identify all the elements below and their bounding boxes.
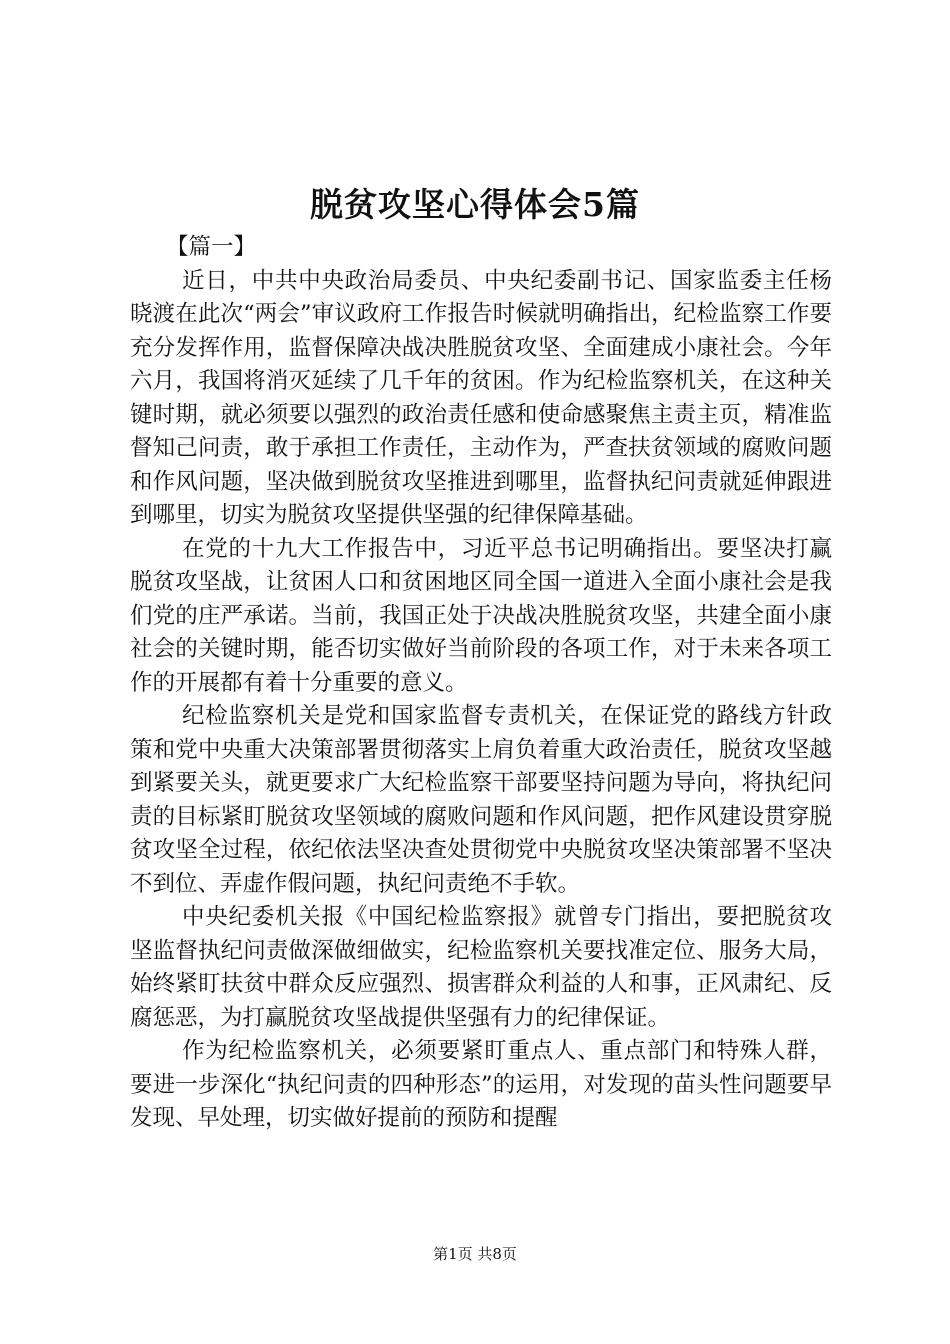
document-title: 脱贫攻坚心得体会5篇 xyxy=(310,185,640,224)
document-body xyxy=(130,231,832,1136)
paragraph-3: 纪检监察机关是党和国家监督专责机关，在保证党的路线方针政策和党中央重大决策部署贯彻落实上肩负着重大政治责任，脱贫攻坚越到紧要关头，就更要求广大纪检监察干部要坚持问题为导向，将执纪问责的目标紧盯脱贫攻坚领域的腐败问题和作风问题，把作风建设贯穿脱贫攻坚全过程，依纪依法坚决查处贯彻党中央脱贫攻坚决策部署不坚决不到位、弄虚作假问题，执纪问责绝不手软。 xyxy=(130,703,832,897)
paragraph-5: 作为纪检监察机关，必须要紧盯重点人、重点部门和特殊人群，要进一步深化“执纪问责的四种形态”的运用，对发现的苗头性问题要早发现、早处理，切实做好提前的预防和提醒 xyxy=(130,1038,832,1131)
page-footer: 第1页 共8页 xyxy=(433,1245,517,1263)
section-label: 【篇一】 xyxy=(166,234,257,260)
paragraph-2: 在党的十九大工作报告中，习近平总书记明确指出。要坚决打赢脱贫攻坚战，让贫困人口和贫困地区同全国一道进入全面小康社会是我们党的庄严承诺。当前，我国正处于决战决胜脱贫攻坚，共建全面小康社会的关键时期，能否切实做好当前阶段的各项工作，对于未来各项工作的开展都有着十分重要的意义。 xyxy=(130,535,832,696)
paragraph-1: 近日，中共中央政治局委员、中央纪委副书记、国家监委主任杨晓渡在此次“两会”审议政府工作报告时候就明确指出，纪检监察工作要充分发挥作用，监督保障决战决胜脱贫攻坚、全面建成小康社会。今年六月，我国将消灭延续了几千年的贫困。作为纪检监察机关，在这种关键时期，就必须要以强烈的政治责任感和使命感聚焦主责主页，精准监督知己问责，敢于承担工作责任，主动作为，严查扶贫领域的腐败问题和作风问题，坚决做到脱贫攻坚推进到哪里，监督执纪问责就延伸跟进到哪里，切实为脱贫攻坚提供坚强的纪律保障基础。 xyxy=(130,267,832,528)
paragraph-4: 中央纪委机关报《中国纪检监察报》就曾专门指出，要把脱贫攻坚监督执纪问责做深做细做实，纪检监察机关要找准定位、服务大局，始终紧盯扶贫中群众反应强烈、损害群众利益的人和事，正风肃纪、反腐惩恶，为打赢脱贫攻坚战提供坚强有力的纪律保证。 xyxy=(130,904,832,1031)
